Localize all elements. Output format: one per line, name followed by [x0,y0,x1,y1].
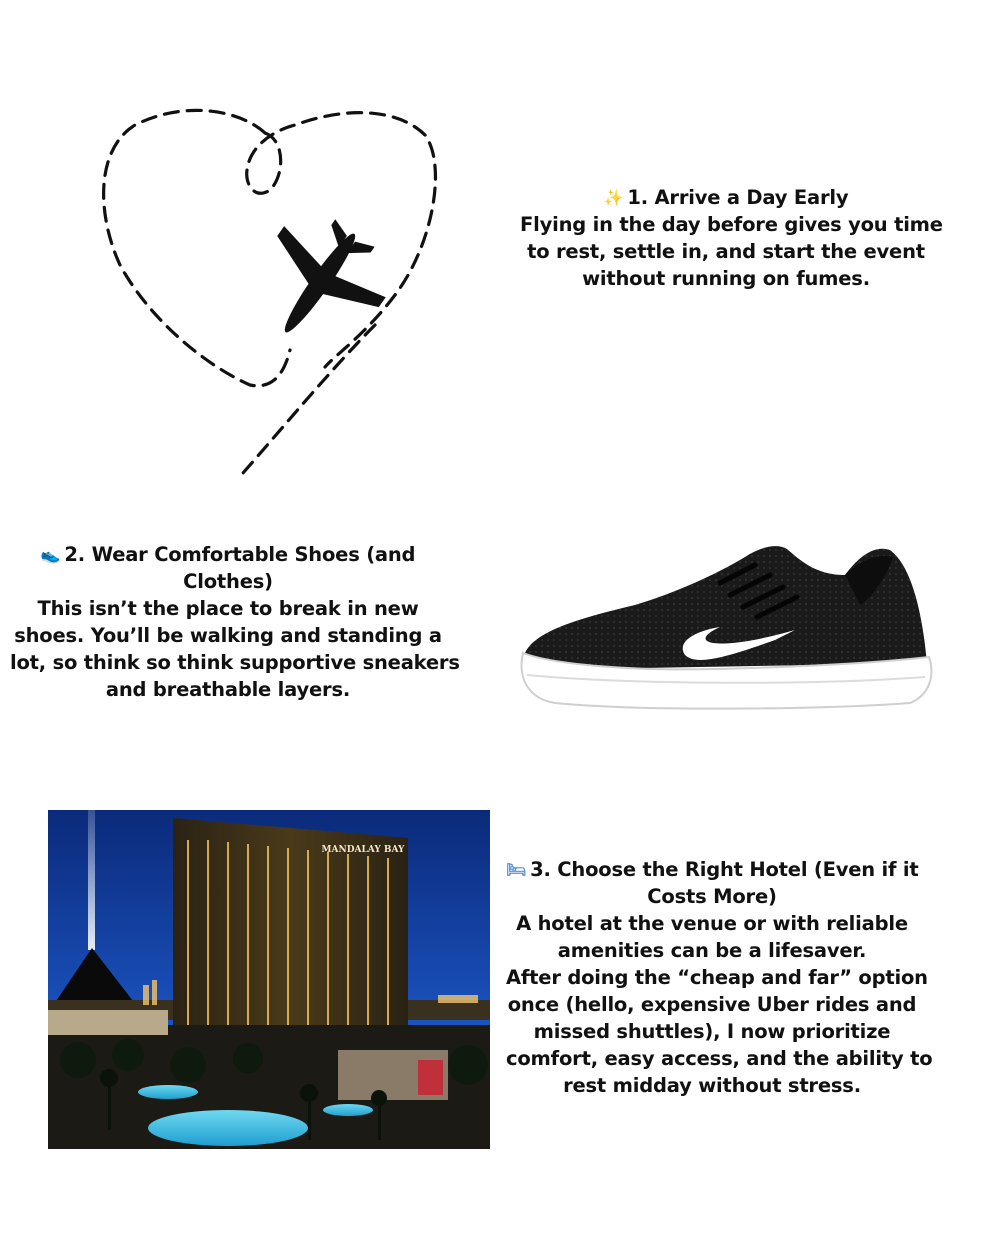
tip-heading-cont: Clothes) [183,570,273,593]
sneaker-image [515,535,935,715]
hotel-photo [48,810,490,1149]
tip-heading: 🛏 3. Choose the Right Hotel (Even if it [506,858,919,881]
airplane-icon [235,197,406,367]
heart-trail [104,110,290,385]
sparkles-icon: ✨ [603,188,624,207]
tip-body-line: shoes. You’ll be walking and standing a [14,624,442,647]
tip-body-line: without running on fumes. [582,267,870,290]
pool [148,1110,308,1146]
tip-body-line: and breathable layers. [105,678,351,701]
tip-body-line: once (hello, expensive Uber rides and [507,993,917,1016]
heart-airplane-illustration [95,105,445,480]
tip-arrive-early [520,184,943,292]
sneaker-icon: 👟 [40,545,61,564]
tip-choose-hotel [506,856,933,1099]
tip-heading-cont: Costs More) [647,885,777,908]
tip-body-line: to rest, settle in, and start the event [527,240,925,263]
tip-body-line: missed shuttles), I now prioritize [533,1020,891,1043]
tip-body-line: Flying in the day before gives you time [520,213,943,236]
tip-body-line: comfort, easy access, and the ability to [506,1047,933,1070]
tip-heading: ✨ 1. Arrive a Day Early [603,186,849,209]
tip-heading: 👟 2. Wear Comfortable Shoes (and [40,543,416,566]
tip-body-line: A hotel at the venue or with reliable [516,912,908,935]
tip-comfortable-shoes [10,541,460,703]
hotel-sign: MANDALAY BAY [321,845,405,855]
tip-body-line: amenities can be a lifesaver. [557,939,867,962]
tail-trail [243,325,375,473]
tip-body-line: lot, so think so think supportive sneakers [10,651,460,674]
tip-body-line: After doing the “cheap and far” option [506,966,928,989]
tip-body-line: This isn’t the place to break in new [37,597,419,620]
tip-body-line: rest midday without stress. [563,1074,861,1097]
bed-icon: 🛏 [506,860,527,879]
